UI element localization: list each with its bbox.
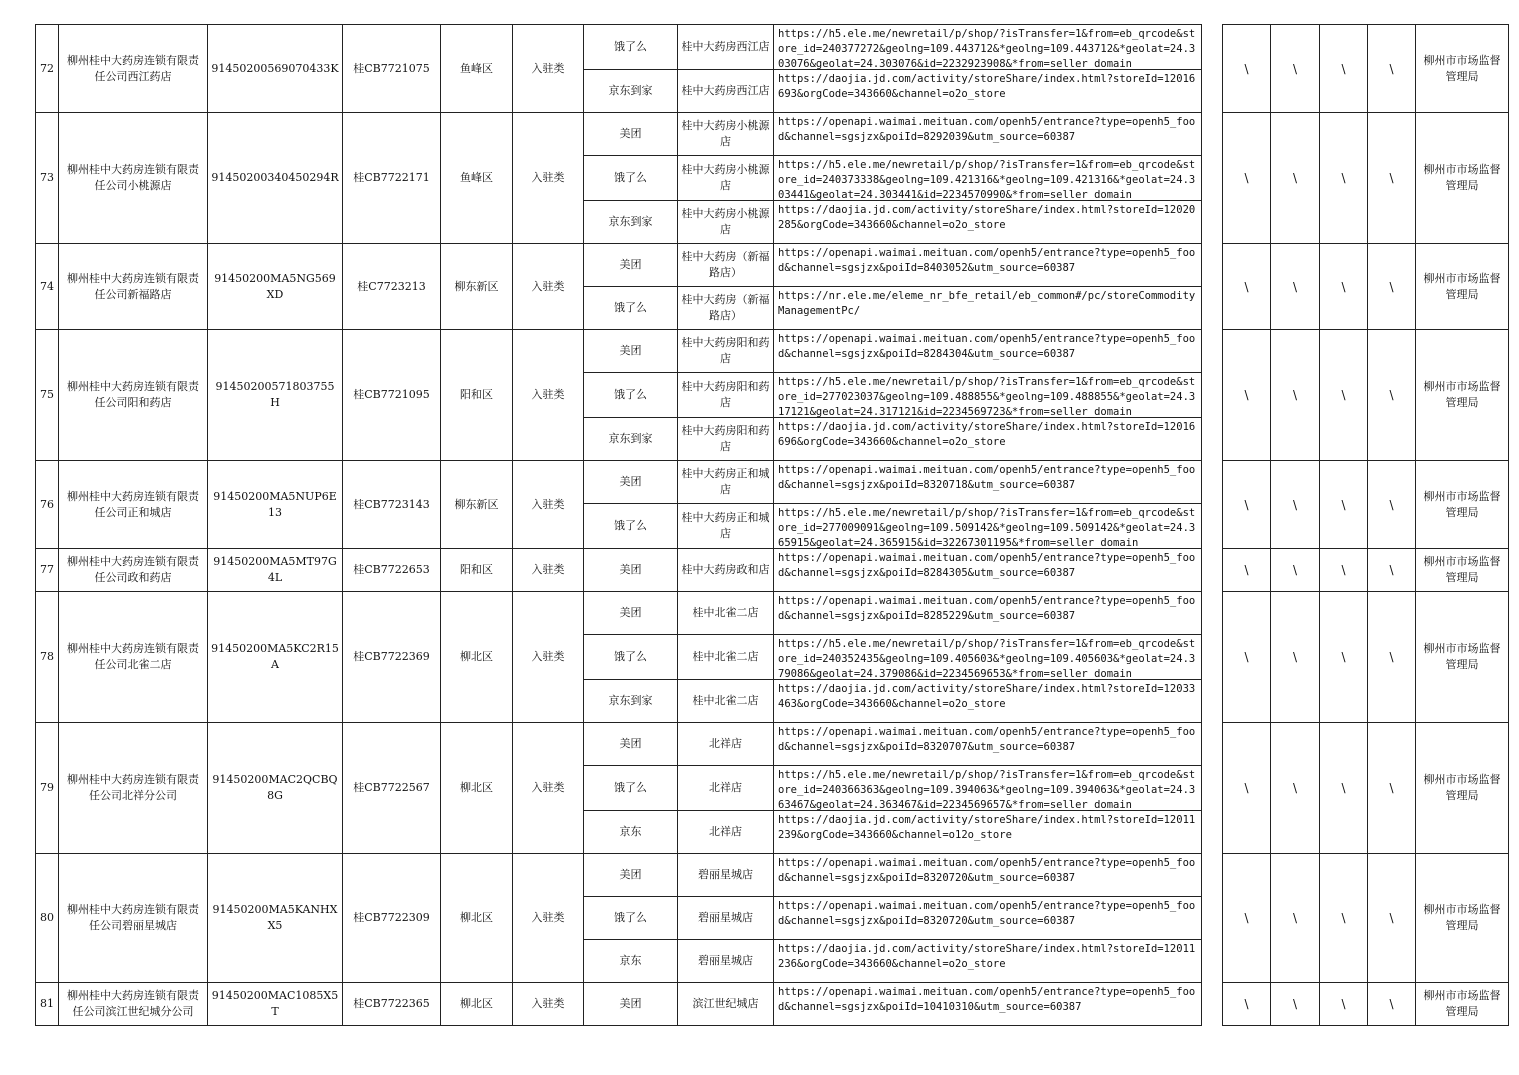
store-url-text: https://h5.ele.me/newretail/p/shop/?isTransfer=1&from=eb_qrcode&store_id=240377272&geolng=109.443712&*geolng=109.443712&*geolat=24.303076&geolat=24.303076&id=2232923908&*from=seller_domain — [778, 28, 1196, 70]
spacer-cell — [1202, 330, 1223, 461]
row-number-cell: 75 — [36, 330, 59, 461]
credit-code-cell: 91450200569070433K — [208, 25, 343, 113]
credit-code-cell: 91450200MA5NUP6E13 — [208, 461, 343, 549]
not-applicable-cell: \ — [1223, 723, 1271, 854]
table-row — [36, 461, 1509, 504]
not-applicable-cell: \ — [1368, 113, 1416, 244]
shop-name-cell: 桂中北雀二店 — [678, 635, 774, 680]
shop-name-cell: 桂中大药房阳和药店 — [678, 418, 774, 461]
shop-name-cell: 桂中大药房西江店 — [678, 25, 774, 70]
credit-code-cell: 91450200MA5MT97G4L — [208, 549, 343, 592]
district-cell: 柳北区 — [441, 854, 513, 983]
store-url-cell — [774, 549, 1202, 592]
authority-cell: 柳州市市场监督管理局 — [1416, 113, 1509, 244]
type-cell: 入驻类 — [513, 983, 584, 1026]
company-name-cell: 柳州桂中大药房连锁有限责任公司小桃源店 — [59, 113, 208, 244]
platform-name-cell: 饿了么 — [584, 504, 678, 549]
spacer-cell — [1202, 723, 1223, 854]
shop-name-cell: 滨江世纪城店 — [678, 983, 774, 1026]
store-url-cell — [774, 940, 1202, 983]
district-cell: 鱼峰区 — [441, 113, 513, 244]
not-applicable-cell: \ — [1320, 723, 1368, 854]
not-applicable-cell: \ — [1368, 854, 1416, 983]
platform-name-cell: 美团 — [584, 244, 678, 287]
platform-name-cell: 京东到家 — [584, 418, 678, 461]
company-name-cell: 柳州桂中大药房连锁有限责任公司北雀二店 — [59, 592, 208, 723]
store-url-text: https://openapi.waimai.meituan.com/openh5/entrance?type=openh5_food&channel=sgsjzx&poiId=8320718&utm_source=60387 — [778, 464, 1196, 491]
not-applicable-cell: \ — [1320, 461, 1368, 549]
not-applicable-cell: \ — [1368, 330, 1416, 461]
type-cell: 入驻类 — [513, 723, 584, 854]
spacer-cell — [1202, 854, 1223, 983]
spacer-cell — [1202, 244, 1223, 330]
store-url-text: https://openapi.waimai.meituan.com/openh5/entrance?type=openh5_food&channel=sgsjzx&poiId=8320720&utm_source=60387 — [778, 900, 1196, 927]
platform-name-cell: 饿了么 — [584, 25, 678, 70]
license-number-cell: 桂CB7722309 — [343, 854, 441, 983]
store-url-cell — [774, 156, 1202, 201]
row-number-cell: 76 — [36, 461, 59, 549]
company-name-cell: 柳州桂中大药房连锁有限责任公司正和城店 — [59, 461, 208, 549]
spacer-cell — [1202, 983, 1223, 1026]
type-cell: 入驻类 — [513, 330, 584, 461]
shop-name-cell: 碧丽星城店 — [678, 897, 774, 940]
store-table — [35, 24, 1509, 1026]
row-number-cell: 73 — [36, 113, 59, 244]
store-url-cell — [774, 983, 1202, 1026]
spreadsheet-page — [35, 24, 1501, 1022]
store-url-cell — [774, 504, 1202, 549]
store-url-text: https://daojia.jd.com/activity/storeShare/index.html?storeId=12020285&orgCode=343660&channel=o2o_store — [778, 204, 1196, 231]
not-applicable-cell: \ — [1368, 244, 1416, 330]
type-cell: 入驻类 — [513, 461, 584, 549]
district-cell: 柳北区 — [441, 983, 513, 1026]
not-applicable-cell: \ — [1223, 854, 1271, 983]
not-applicable-cell: \ — [1368, 25, 1416, 113]
table-row — [36, 330, 1509, 373]
authority-cell: 柳州市市场监督管理局 — [1416, 723, 1509, 854]
not-applicable-cell: \ — [1271, 549, 1320, 592]
district-cell: 阳和区 — [441, 330, 513, 461]
authority-cell: 柳州市市场监督管理局 — [1416, 25, 1509, 113]
platform-name-cell: 饿了么 — [584, 897, 678, 940]
store-url-text: https://h5.ele.me/newretail/p/shop/?isTransfer=1&from=eb_qrcode&store_id=240352435&geolng=109.405603&*geolng=109.405603&*geolat=24.379086&geolat=24.379086&id=2234569653&*from=seller_domain — [778, 638, 1196, 680]
shop-name-cell: 北祥店 — [678, 811, 774, 854]
district-cell: 柳东新区 — [441, 244, 513, 330]
credit-code-cell: 91450200MA5KC2R15A — [208, 592, 343, 723]
store-url-cell — [774, 461, 1202, 504]
license-number-cell: 桂CB7722369 — [343, 592, 441, 723]
not-applicable-cell: \ — [1320, 330, 1368, 461]
platform-name-cell: 美团 — [584, 854, 678, 897]
row-number-cell: 77 — [36, 549, 59, 592]
platform-name-cell: 京东到家 — [584, 70, 678, 113]
store-url-text: https://openapi.waimai.meituan.com/openh5/entrance?type=openh5_food&channel=sgsjzx&poiId=8320707&utm_source=60387 — [778, 726, 1196, 753]
shop-name-cell: 桂中大药房正和城店 — [678, 504, 774, 549]
not-applicable-cell: \ — [1223, 113, 1271, 244]
not-applicable-cell: \ — [1271, 330, 1320, 461]
table-body — [36, 25, 1509, 1026]
company-name-cell: 柳州桂中大药房连锁有限责任公司政和药店 — [59, 549, 208, 592]
type-cell: 入驻类 — [513, 25, 584, 113]
spacer-cell — [1202, 461, 1223, 549]
shop-name-cell: 桂中北雀二店 — [678, 592, 774, 635]
type-cell: 入驻类 — [513, 549, 584, 592]
store-url-text: https://h5.ele.me/newretail/p/shop/?isTransfer=1&from=eb_qrcode&store_id=277023037&geolng=109.488855&*geolng=109.488855&*geolat=24.317121&geolat=24.317121&id=2234569723&*from=seller_domain — [778, 376, 1196, 418]
store-url-text: https://daojia.jd.com/activity/storeShare/index.html?storeId=12011239&orgCode=343660&channel=o12o_store — [778, 814, 1196, 841]
store-url-text: https://h5.ele.me/newretail/p/shop/?isTransfer=1&from=eb_qrcode&store_id=240373338&geolng=109.421316&*geolng=109.421316&*geolat=24.303441&geolat=24.303441&id=2234570990&*from=seller_domain — [778, 159, 1196, 201]
district-cell: 柳东新区 — [441, 461, 513, 549]
license-number-cell: 桂CB7721095 — [343, 330, 441, 461]
row-number-cell: 72 — [36, 25, 59, 113]
license-number-cell: 桂CB7722365 — [343, 983, 441, 1026]
store-url-cell — [774, 373, 1202, 418]
platform-name-cell: 饿了么 — [584, 635, 678, 680]
authority-cell: 柳州市市场监督管理局 — [1416, 854, 1509, 983]
table-row — [36, 983, 1509, 1026]
platform-name-cell: 饿了么 — [584, 156, 678, 201]
not-applicable-cell: \ — [1271, 983, 1320, 1026]
shop-name-cell: 桂中大药房小桃源店 — [678, 156, 774, 201]
store-url-cell — [774, 70, 1202, 113]
store-url-cell — [774, 854, 1202, 897]
district-cell: 鱼峰区 — [441, 25, 513, 113]
store-url-cell — [774, 330, 1202, 373]
row-number-cell: 78 — [36, 592, 59, 723]
authority-cell: 柳州市市场监督管理局 — [1416, 330, 1509, 461]
not-applicable-cell: \ — [1320, 854, 1368, 983]
store-url-text: https://h5.ele.me/newretail/p/shop/?isTransfer=1&from=eb_qrcode&store_id=240366363&geolng=109.394063&*geolng=109.394063&*geolat=24.363467&geolat=24.363467&id=2234569657&*from=seller_domain — [778, 769, 1196, 811]
authority-cell: 柳州市市场监督管理局 — [1416, 461, 1509, 549]
authority-cell: 柳州市市场监督管理局 — [1416, 549, 1509, 592]
platform-name-cell: 饿了么 — [584, 287, 678, 330]
not-applicable-cell: \ — [1271, 461, 1320, 549]
shop-name-cell: 桂中大药房西江店 — [678, 70, 774, 113]
not-applicable-cell: \ — [1223, 592, 1271, 723]
platform-name-cell: 京东 — [584, 940, 678, 983]
not-applicable-cell: \ — [1320, 113, 1368, 244]
company-name-cell: 柳州桂中大药房连锁有限责任公司滨江世纪城分公司 — [59, 983, 208, 1026]
platform-name-cell: 美团 — [584, 983, 678, 1026]
table-row — [36, 592, 1509, 635]
not-applicable-cell: \ — [1271, 244, 1320, 330]
row-number-cell: 74 — [36, 244, 59, 330]
not-applicable-cell: \ — [1271, 113, 1320, 244]
platform-name-cell: 美团 — [584, 549, 678, 592]
company-name-cell: 柳州桂中大药房连锁有限责任公司西江药店 — [59, 25, 208, 113]
not-applicable-cell: \ — [1368, 723, 1416, 854]
store-url-cell — [774, 680, 1202, 723]
shop-name-cell: 桂中大药房阳和药店 — [678, 330, 774, 373]
type-cell: 入驻类 — [513, 854, 584, 983]
not-applicable-cell: \ — [1271, 723, 1320, 854]
spacer-cell — [1202, 549, 1223, 592]
platform-name-cell: 美团 — [584, 113, 678, 156]
store-url-cell — [774, 113, 1202, 156]
not-applicable-cell: \ — [1320, 592, 1368, 723]
license-number-cell: 桂CB7721075 — [343, 25, 441, 113]
credit-code-cell: 91450200340450294R — [208, 113, 343, 244]
store-url-cell — [774, 635, 1202, 680]
store-url-cell — [774, 418, 1202, 461]
store-url-text: https://daojia.jd.com/activity/storeShare/index.html?storeId=12016693&orgCode=343660&channel=o2o_store — [778, 73, 1196, 100]
platform-name-cell: 京东到家 — [584, 680, 678, 723]
shop-name-cell: 桂中大药房阳和药店 — [678, 373, 774, 418]
credit-code-cell: 91450200MA5KANHXX5 — [208, 854, 343, 983]
not-applicable-cell: \ — [1223, 983, 1271, 1026]
shop-name-cell: 桂中大药房政和店 — [678, 549, 774, 592]
company-name-cell: 柳州桂中大药房连锁有限责任公司北祥分公司 — [59, 723, 208, 854]
shop-name-cell: 桂中大药房小桃源店 — [678, 113, 774, 156]
table-row — [36, 723, 1509, 766]
table-row — [36, 854, 1509, 897]
store-url-text: https://daojia.jd.com/activity/storeShare/index.html?storeId=12011236&orgCode=343660&channel=o2o_store — [778, 943, 1196, 970]
table-row — [36, 113, 1509, 156]
type-cell: 入驻类 — [513, 113, 584, 244]
not-applicable-cell: \ — [1271, 854, 1320, 983]
store-url-text: https://openapi.waimai.meituan.com/openh5/entrance?type=openh5_food&channel=sgsjzx&poiId=8285229&utm_source=60387 — [778, 595, 1196, 622]
district-cell: 柳北区 — [441, 592, 513, 723]
not-applicable-cell: \ — [1320, 25, 1368, 113]
not-applicable-cell: \ — [1223, 549, 1271, 592]
not-applicable-cell: \ — [1368, 549, 1416, 592]
shop-name-cell: 桂中大药房正和城店 — [678, 461, 774, 504]
credit-code-cell: 91450200571803755H — [208, 330, 343, 461]
store-url-cell — [774, 811, 1202, 854]
store-url-text: https://openapi.waimai.meituan.com/openh5/entrance?type=openh5_food&channel=sgsjzx&poiId=8284304&utm_source=60387 — [778, 333, 1196, 360]
store-url-text: https://daojia.jd.com/activity/storeShare/index.html?storeId=12033463&orgCode=343660&channel=o2o_store — [778, 683, 1196, 710]
district-cell: 阳和区 — [441, 549, 513, 592]
store-url-text: https://openapi.waimai.meituan.com/openh5/entrance?type=openh5_food&channel=sgsjzx&poiId=8403052&utm_source=60387 — [778, 247, 1196, 274]
company-name-cell: 柳州桂中大药房连锁有限责任公司阳和药店 — [59, 330, 208, 461]
shop-name-cell: 桂中北雀二店 — [678, 680, 774, 723]
store-url-text: https://h5.ele.me/newretail/p/shop/?isTransfer=1&from=eb_qrcode&store_id=277009091&geolng=109.509142&*geolng=109.509142&*geolat=24.365915&geolat=24.365915&id=32267301195&*from=seller_domain — [778, 507, 1196, 549]
table-row — [36, 25, 1509, 70]
store-url-text: https://openapi.waimai.meituan.com/openh5/entrance?type=openh5_food&channel=sgsjzx&poiId=10410310&utm_source=60387 — [778, 986, 1196, 1013]
store-url-text: https://daojia.jd.com/activity/storeShare/index.html?storeId=12016696&orgCode=343660&channel=o2o_store — [778, 421, 1196, 448]
store-url-cell — [774, 766, 1202, 811]
store-url-cell — [774, 287, 1202, 330]
not-applicable-cell: \ — [1368, 461, 1416, 549]
district-cell: 柳北区 — [441, 723, 513, 854]
type-cell: 入驻类 — [513, 592, 584, 723]
company-name-cell: 柳州桂中大药房连锁有限责任公司碧丽星城店 — [59, 854, 208, 983]
license-number-cell: 桂CB7723143 — [343, 461, 441, 549]
credit-code-cell: 91450200MAC2QCBQ8G — [208, 723, 343, 854]
type-cell: 入驻类 — [513, 244, 584, 330]
platform-name-cell: 美团 — [584, 330, 678, 373]
store-url-text: https://openapi.waimai.meituan.com/openh5/entrance?type=openh5_food&channel=sgsjzx&poiId=8292039&utm_source=60387 — [778, 116, 1196, 143]
not-applicable-cell: \ — [1368, 592, 1416, 723]
not-applicable-cell: \ — [1320, 983, 1368, 1026]
credit-code-cell: 91450200MAC1085X5T — [208, 983, 343, 1026]
store-url-cell — [774, 25, 1202, 70]
license-number-cell: 桂CB7722567 — [343, 723, 441, 854]
license-number-cell: 桂C7723213 — [343, 244, 441, 330]
not-applicable-cell: \ — [1368, 983, 1416, 1026]
not-applicable-cell: \ — [1223, 330, 1271, 461]
not-applicable-cell: \ — [1223, 25, 1271, 113]
shop-name-cell: 北祥店 — [678, 723, 774, 766]
spacer-cell — [1202, 25, 1223, 113]
not-applicable-cell: \ — [1223, 461, 1271, 549]
platform-name-cell: 京东 — [584, 811, 678, 854]
spacer-cell — [1202, 113, 1223, 244]
platform-name-cell: 美团 — [584, 723, 678, 766]
platform-name-cell: 美团 — [584, 461, 678, 504]
platform-name-cell: 饿了么 — [584, 373, 678, 418]
platform-name-cell: 美团 — [584, 592, 678, 635]
not-applicable-cell: \ — [1320, 244, 1368, 330]
row-number-cell: 79 — [36, 723, 59, 854]
shop-name-cell: 桂中大药房（新福路店） — [678, 244, 774, 287]
row-number-cell: 81 — [36, 983, 59, 1026]
not-applicable-cell: \ — [1271, 25, 1320, 113]
store-url-text: https://openapi.waimai.meituan.com/openh5/entrance?type=openh5_food&channel=sgsjzx&poiId=8320720&utm_source=60387 — [778, 857, 1196, 884]
license-number-cell: 桂CB7722653 — [343, 549, 441, 592]
not-applicable-cell: \ — [1223, 244, 1271, 330]
table-row — [36, 244, 1509, 287]
table-row — [36, 549, 1509, 592]
store-url-text: https://openapi.waimai.meituan.com/openh5/entrance?type=openh5_food&channel=sgsjzx&poiId=8284305&utm_source=60387 — [778, 552, 1196, 579]
authority-cell: 柳州市市场监督管理局 — [1416, 983, 1509, 1026]
authority-cell: 柳州市市场监督管理局 — [1416, 592, 1509, 723]
shop-name-cell: 北祥店 — [678, 766, 774, 811]
shop-name-cell: 桂中大药房小桃源店 — [678, 201, 774, 244]
store-url-cell — [774, 244, 1202, 287]
spacer-cell — [1202, 592, 1223, 723]
not-applicable-cell: \ — [1320, 549, 1368, 592]
store-url-cell — [774, 201, 1202, 244]
store-url-cell — [774, 723, 1202, 766]
row-number-cell: 80 — [36, 854, 59, 983]
store-url-cell — [774, 897, 1202, 940]
shop-name-cell: 桂中大药房（新福路店） — [678, 287, 774, 330]
shop-name-cell: 碧丽星城店 — [678, 854, 774, 897]
store-url-cell — [774, 592, 1202, 635]
not-applicable-cell: \ — [1271, 592, 1320, 723]
store-url-text: https://nr.ele.me/eleme_nr_bfe_retail/eb_common#/pc/storeCommodityManagementPc/ — [778, 290, 1196, 317]
platform-name-cell: 京东到家 — [584, 201, 678, 244]
shop-name-cell: 碧丽星城店 — [678, 940, 774, 983]
company-name-cell: 柳州桂中大药房连锁有限责任公司新福路店 — [59, 244, 208, 330]
authority-cell: 柳州市市场监督管理局 — [1416, 244, 1509, 330]
platform-name-cell: 饿了么 — [584, 766, 678, 811]
credit-code-cell: 91450200MA5NG569XD — [208, 244, 343, 330]
license-number-cell: 桂CB7722171 — [343, 113, 441, 244]
